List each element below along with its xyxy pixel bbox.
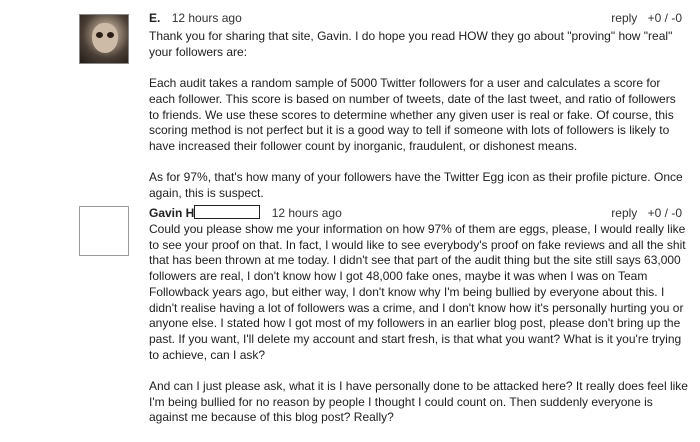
reply-link[interactable]: reply	[611, 11, 638, 25]
comment-paragraph: And can I just please ask, what it is I have personally done to be attacked here? It really does feel like I'm being bullied for no reason by people I thought I could count on. Then suddenly everyone is against me because of this blog post? Really?	[149, 379, 688, 425]
comment-timestamp: 12 hours ago	[271, 206, 342, 220]
reply-link[interactable]: reply	[611, 206, 638, 220]
profile-photo-icon[interactable]	[79, 14, 129, 64]
comment-author[interactable]: E.	[149, 11, 161, 25]
comment-actions	[611, 205, 682, 221]
comment-actions	[611, 10, 682, 26]
comment-paragraph: Thank you for sharing that site, Gavin. I do hope you read HOW they go about "proving" how "real" your followers are:	[149, 29, 673, 59]
comment-paragraph: Could you please show me your information on how 97% of them are eggs, please, I would really like to see your proof on that. In fact, I would like to see everybody's proof on fake reviews and all the shit that has been thrown at me today. I didn't see that part of the audit thing but the site still says 63,000 followers are real, I don't know how I got 48,000 fake ones, maybe it was when I was on Team Followback years ago, but either way, I don't know why I'm being bullied by everyone about this. I didn't realise having a lot of followers was a crime, and I don't know how it's personally hurting you or anyone else. I stated how I got most of my followers in an earlier blog post, please don't bring up the past. If you want, I'll delete my account and start fresh, is that what you want? What is it you're trying to achieve, can I ask?	[149, 222, 686, 362]
comment-body	[149, 29, 689, 217]
blank-avatar-icon[interactable]	[79, 206, 129, 256]
redaction-box	[194, 205, 260, 219]
vote-count[interactable]: +0 / -0	[647, 11, 682, 25]
vote-count[interactable]: +0 / -0	[647, 206, 682, 220]
comment-header	[149, 205, 682, 221]
comment-timestamp: 12 hours ago	[171, 11, 242, 25]
comment-paragraph: As for 97%, that's how many of your followers have the Twitter Egg icon as their profile picture. Once again, this is suspect.	[149, 170, 683, 200]
comment-header	[149, 10, 682, 26]
comment-author[interactable]: Gavin H	[149, 206, 195, 220]
comment-body	[149, 222, 689, 442]
comment-paragraph: Each audit takes a random sample of 5000 Twitter followers for a user and calculates a score for each follower. This score is based on number of tweets, date of the last tweet, and ratio of followers to friends. We use these scores to determine whether any given user is real or fake. Of course, this scoring method is not perfect but it is a good way to tell if someone with lots of followers is likely to have increased their follower count by inorganic, fraudulent, or dishonest means.	[149, 76, 676, 153]
